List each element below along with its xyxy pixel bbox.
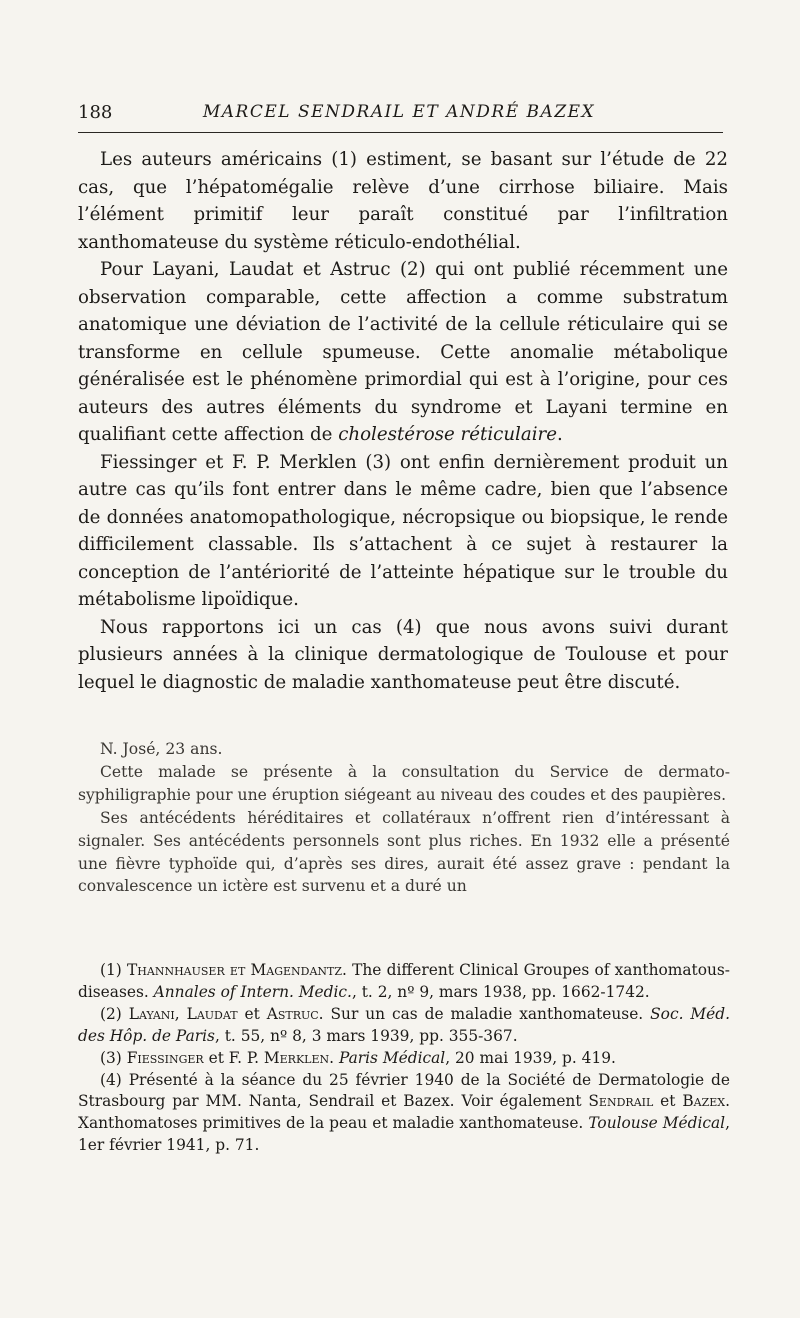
footnote-3-author2: Merklen	[263, 1048, 330, 1067]
header-rule	[78, 132, 723, 133]
case-paragraph-2: Ses antécédents héréditaires et collatéraux n’offrent rien d’intéressant à signaler. Ses antécédents personnels sont plus riches. En 1932 elle a présenté une fièvre typhoïde qui, d’après ses dires, aurait été assez grave : pendant la convalescence un ictère est survenu et a duré un	[78, 808, 730, 896]
footnote-3	[78, 1048, 730, 1070]
running-title: MARCEL SENDRAIL ET ANDRÉ BAZEX	[202, 102, 596, 122]
footnote-3-sep: .	[329, 1048, 339, 1067]
footnote-4-author2: Bazex	[682, 1092, 726, 1111]
footnote-3-conj: et F. P.	[203, 1048, 264, 1067]
footnote-1-ref: , t. 2, nº 9, mars 1938, pp. 1662-1742.	[351, 982, 650, 1001]
footnote-1	[78, 960, 730, 1004]
footnote-1-marker: (1)	[100, 961, 128, 979]
paragraph-2-italic: cholestérose réticulaire	[338, 424, 557, 445]
paragraph-4: Nous rapportons ici un cas (4) que nous avons suivi durant plusieurs années à la clinique dermatologique de Toulouse et pour lequel le diagnostic de maladie xanthomateuse peut être discuté.	[78, 616, 728, 693]
footnote-4-text: (4) Présenté à la séance du 25 février 1940 de la Société de Dermatologie de Strasbourg par MM. Nanta, Sendrail et Bazex. Voir également	[78, 1070, 730, 1111]
footnote-3-authors: Fiessinger	[126, 1048, 204, 1067]
paragraph-2-text: Pour Layani, Laudat et Astruc (2) qui ont publié récemment une observation comparable, cette affection a comme substratum anatomique une déviation de l’activité de la cellule réticulaire qui se transforme en cellule spumeuse. Cette anomalie métabolique généralisée est le phénomène primordial qui est à l’origine, pour ces auteurs des autres éléments du syndrome et Layani termine en qualifiant cette affection de	[78, 259, 728, 445]
footnote-3-ref: , 20 mai 1939, p. 419.	[445, 1048, 616, 1067]
case-report	[78, 738, 730, 898]
footnote-4-ref: , 1er février 1941, p. 71.	[78, 1114, 731, 1155]
case-heading: N. José, 23 ans.	[100, 740, 223, 758]
page-number: 188	[78, 102, 113, 123]
footnote-2-authors: Layani, Laudat	[128, 1004, 238, 1023]
case-paragraph-1: Cette malade se présente à la consultation du Service de dermato-syphiligraphie pour une éruption siégeant au niveau des coudes et des paupières.	[78, 762, 730, 804]
footnote-2-title: . Sur un cas de maladie xanthomateuse.	[318, 1004, 651, 1023]
paragraph-2	[78, 256, 728, 449]
footnote-4-journal: Toulouse Médical	[588, 1114, 726, 1133]
footnote-2-conj: et	[237, 1004, 267, 1023]
footnote-2	[78, 1004, 730, 1048]
main-text	[78, 146, 728, 696]
footnote-2-journal: Soc. Méd. des Hôp. de Paris	[78, 1004, 731, 1045]
footnote-4-conj: et	[653, 1092, 683, 1111]
footnote-4	[78, 1070, 730, 1158]
footnote-1-authors: Thannhauser et Magendantz	[127, 961, 343, 979]
footnotes	[78, 960, 730, 1157]
footnote-3-marker: (3)	[100, 1048, 127, 1067]
paragraph-1: Les auteurs américains (1) estiment, se basant sur l’étude de 22 cas, que l’hépatomégalie relève d’une cirrhose biliaire. Mais l’élément primitif leur paraît constitué par l’infiltration xanthomateuse du système réticulo-endothélial.	[78, 149, 728, 253]
footnote-4-title: . Xanthomatoses primitives de la peau et maladie xanthomateuse.	[78, 1092, 730, 1133]
paragraph-2-end: .	[556, 424, 563, 445]
paragraph-3: Fiessinger et F. P. Merklen (3) ont enfin dernièrement produit un autre cas qu’ils font entrer dans le même cadre, bien que l’absence de données anatomopathologique, nécropsique ou biopsique, le rende difficilement classable. Ils s’attachent à ce sujet à restaurer la conception de l’antériorité de l’atteinte hépatique sur le trouble du métabolisme lipoïdique.	[78, 451, 728, 610]
footnote-3-journal: Paris Médical	[338, 1048, 446, 1067]
footnote-1-title: . The different Clinical Groupes of xanthomatous-diseases.	[78, 961, 730, 1001]
footnote-2-author2: Astruc	[266, 1004, 319, 1023]
footnote-4-author1: Sendrail	[588, 1092, 654, 1111]
footnote-2-marker: (2)	[100, 1004, 129, 1023]
page-header	[78, 102, 720, 128]
footnote-2-ref: , t. 55, nº 8, 3 mars 1939, pp. 355-367.	[214, 1026, 518, 1045]
footnote-1-journal: Annales of Intern. Medic.	[153, 982, 352, 1001]
